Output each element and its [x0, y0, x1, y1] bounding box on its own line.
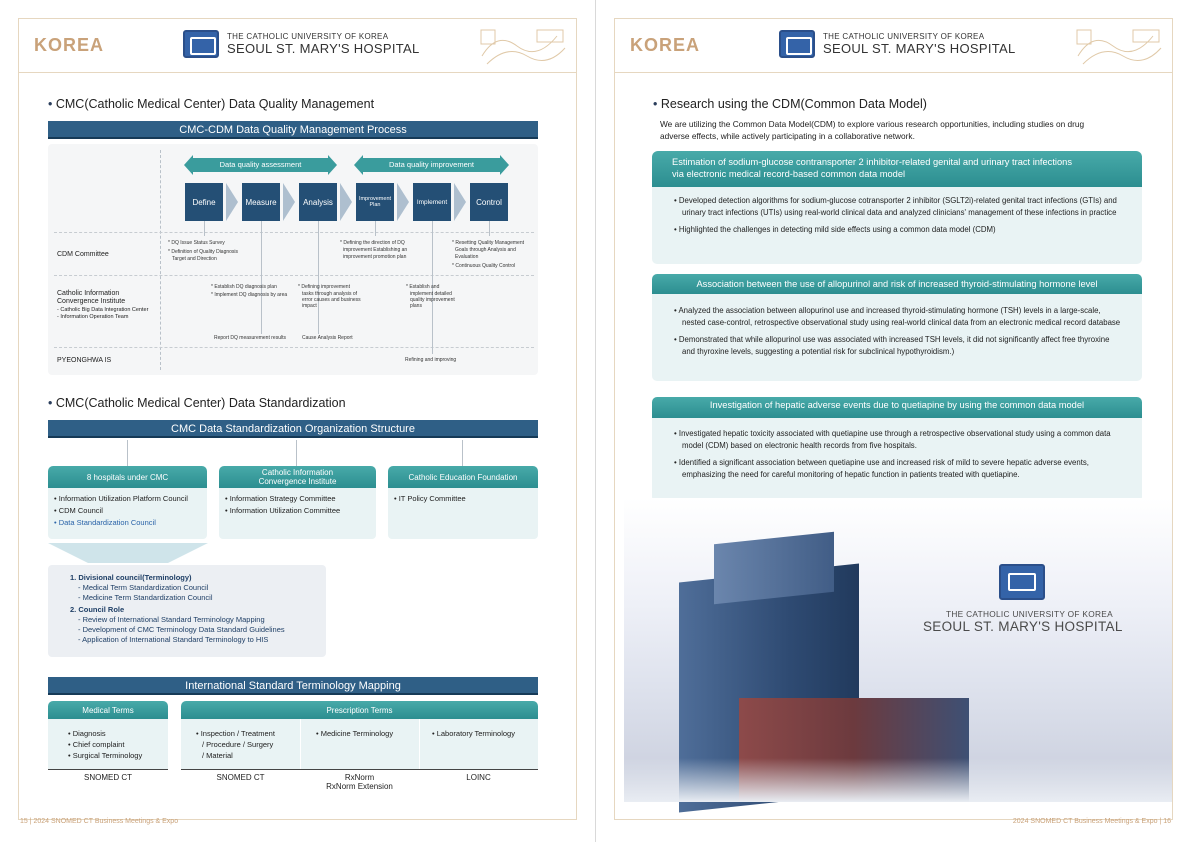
list-item: • Identified a significant association between quetiapine use and increased risk of mild to severe hepatic adverse events, emphasizing the need for careful monitoring of hepatic function in patients treated with quetiapine.: [674, 457, 1124, 481]
connector-line: [489, 221, 490, 236]
medicine-terms: • Medicine Terminology: [316, 729, 394, 738]
note-text: * Defining the direction of DQ: [340, 240, 405, 246]
council-item: - Medical Term Standardization Council: [78, 583, 209, 592]
intro-text: [660, 118, 1084, 142]
photo-hospital-small: THE CATHOLIC UNIVERSITY OF KOREA: [946, 609, 1113, 619]
box2-body: [652, 294, 1142, 381]
row-label-cdm: CDM Committee: [57, 251, 109, 258]
hospital-name-small: THE CATHOLIC UNIVERSITY OF KOREA: [823, 32, 985, 41]
photo-hospital-big: SEOUL ST. MARY'S HOSPITAL: [923, 619, 1123, 634]
box1-body: [652, 187, 1142, 264]
hospital-emblem-icon: [999, 564, 1045, 600]
result-label: Cause Analysis Report: [302, 335, 353, 341]
list-item: • Investigated hepatic toxicity associated with quetiapine use through a retrospective observational study using a common data model (CDM) based on electronic health records from five hospitals.: [674, 428, 1124, 452]
list-item-highlight: • Data Standardization Council: [54, 517, 201, 529]
connector-line: [127, 440, 128, 466]
hospital-photo: [624, 498, 1172, 802]
decorative-pattern-icon: [1073, 26, 1163, 68]
org-col2-title: [219, 466, 376, 488]
note-text: * Continuous Quality Control: [452, 263, 516, 269]
list-item: • Surgical Terminology: [68, 750, 142, 761]
council-item: - Application of International Standard Terminology to HIS: [78, 635, 269, 644]
prescription-terms-header: Prescription Terms: [181, 701, 538, 719]
row-divider: [54, 232, 534, 233]
term-line: / Procedure / Surgery: [202, 740, 274, 749]
standard-label: SNOMED CT: [216, 773, 265, 782]
section-title-standardization: • CMC(Catholic Medical Center) Data Standardization: [48, 396, 346, 410]
underline: [181, 769, 538, 770]
assessment-arrow: Data quality assessment: [193, 158, 328, 172]
hospital-name-big: SEOUL ST. MARY'S HOSPITAL: [823, 41, 1016, 56]
step-define: Define: [185, 183, 223, 221]
korea-label: KOREA: [34, 35, 105, 55]
note-text: Evaluation: [455, 254, 479, 260]
laboratory-terms: • Laboratory Terminology: [432, 729, 515, 738]
column-divider: [419, 719, 420, 769]
council-item: - Medicine Term Standardization Council: [78, 593, 213, 602]
list-item: • Information Utilization Platform Council: [54, 493, 201, 505]
procedure-terms: [196, 728, 275, 761]
note-text: * DQ Issue Status Survey: [168, 240, 225, 246]
box2-title: Association between the use of allopurinol and risk of increased thyroid-stimulating hormone level: [652, 274, 1142, 294]
page-header: [18, 18, 577, 73]
result-label: Refining and improving: [405, 357, 457, 363]
list-item: • IT Policy Committee: [394, 493, 532, 505]
medical-terms-header: Medical Terms: [48, 701, 168, 719]
note-text: improvement promotion plan: [343, 254, 407, 260]
standard-label: LOINC: [466, 773, 491, 782]
row-label-pyeonghwa: PYEONGHWA IS: [57, 357, 112, 364]
hospital-name-big: SEOUL ST. MARY'S HOSPITAL: [227, 41, 420, 56]
council-heading-1: 1. Divisional council(Terminology): [70, 573, 192, 582]
list-item: • Information Utilization Committee: [225, 505, 370, 517]
connector-line: [318, 221, 319, 334]
row-divider: [54, 275, 534, 276]
chevron-right-icon: [454, 183, 466, 221]
list-item: • Demonstrated that while allopurinol use was associated with increased TSH levels, it did not significantly affect free thyroxine and thyroxine levels, suggesting a potential risk for subclinical hypothyroidism.): [674, 334, 1124, 358]
step-control: Control: [470, 183, 508, 221]
box3-body: [652, 418, 1142, 502]
council-item: - Review of International Standard Terminology Mapping: [78, 615, 265, 624]
org-col1-title: 8 hospitals under CMC: [48, 466, 207, 488]
org-col1-box: [48, 488, 207, 539]
column-divider: [300, 719, 301, 769]
list-item: • Developed detection algorithms for sodium-glucose cotransporter 2 inhibitor (SGLT2i)-related genital tract infections (GTIs) and urinary tract infections (UTIs) using real-world clinical data and analyzed clinicians' management of these infections in practice: [674, 195, 1124, 219]
chevron-right-icon: [283, 183, 295, 221]
org-title-bar: CMC Data Standardization Organization Structure: [48, 420, 538, 438]
connector-line: [375, 221, 376, 236]
box3-title: Investigation of hepatic adverse events due to quetiapine by using the common data model: [652, 397, 1142, 418]
left-page: [0, 0, 595, 842]
connector-line: [204, 221, 205, 236]
note-text: * Implement DQ diagnosis by area: [211, 292, 288, 298]
chevron-right-icon: [397, 183, 409, 221]
section-title-data-quality: • CMC(Catholic Medical Center) Data Quality Management: [48, 97, 374, 111]
list-item: • Analyzed the association between allopurinol use and increased thyroid-stimulating hormone (TSH) levels in a large-scale, nested case-control, retrospective observational study using real-world clinical data from an electronic medical record database: [674, 305, 1124, 329]
council-box: [48, 565, 326, 657]
note-text: tasks through analysis of: [302, 291, 358, 297]
note-text: implement detailed: [410, 291, 452, 297]
arrow-down-icon: [48, 543, 208, 565]
box1-title: [652, 151, 1142, 187]
note-text: impact: [302, 303, 317, 309]
process-title-bar: CMC-CDM Data Quality Management Process: [48, 121, 538, 139]
step-measure: Measure: [242, 183, 280, 221]
note-text: plans: [410, 303, 422, 309]
underline: [48, 769, 168, 770]
note-text: * Resetting Quality Management: [452, 240, 524, 246]
building-top-image: [714, 532, 834, 605]
box1-title-line: Estimation of sodium-glucose contransporter 2 inhibitor-related genital and urinary tract infections: [672, 157, 1072, 167]
row-sublabel-2: - Information Operation Team: [57, 314, 129, 320]
row-label-cic-2: Convergence Institute: [57, 298, 126, 305]
note-text: * Definition of Quality Diagnosis: [168, 249, 239, 255]
intro-line: We are utilizing the Common Data Model(CDM) to explore various research opportunities, including studies on drug: [660, 119, 1085, 129]
hospital-logo-icon: [183, 30, 219, 58]
hospital-logo-group: [779, 30, 1016, 58]
box1-title-line: via electronic medical record-based common data model: [672, 169, 906, 179]
step-analysis: Analysis: [299, 183, 337, 221]
row-divider: [54, 347, 534, 348]
standard-label: RxNorm: [344, 773, 375, 782]
note-text: error causes and business: [302, 297, 361, 303]
connector-line: [296, 440, 297, 466]
page-footer: 2024 SNOMED CT Business Meetings & Expo | 16: [1012, 818, 1171, 825]
note-text: improvement Establishing an: [343, 247, 408, 253]
page-header: [614, 18, 1173, 73]
korea-label: KOREA: [630, 35, 701, 55]
step-implement: Implement: [413, 183, 451, 221]
intro-line: adverse effects, while actively participating in a collaborative network.: [660, 131, 915, 141]
section-title-cdm-research: • Research using the CDM(Common Data Model): [653, 97, 927, 111]
mapping-title-bar: International Standard Terminology Mapping: [48, 677, 538, 695]
list-item: • Diagnosis: [68, 728, 142, 739]
hospital-logo-group: [183, 30, 420, 58]
list-item: • Information Strategy Committee: [225, 493, 370, 505]
note-text: * Establish DQ diagnosis plan: [211, 284, 277, 290]
note-text: * Establish and: [406, 284, 440, 290]
standard-label: SNOMED CT: [84, 773, 132, 782]
term-line: / Material: [202, 751, 233, 760]
connector-line: [261, 221, 262, 334]
council-heading-2: 2. Council Role: [70, 605, 125, 614]
page-footer: 15 | 2024 SNOMED CT Business Meetings & Expo: [20, 818, 179, 825]
decorative-pattern-icon: [477, 26, 567, 68]
org-col3-box: [388, 488, 538, 539]
council-item: - Development of CMC Terminology Data Standard Guidelines: [78, 625, 285, 634]
term-line: • Inspection / Treatment: [196, 729, 275, 738]
connector-line: [462, 440, 463, 466]
hospital-logo-icon: [779, 30, 815, 58]
list-item: • CDM Council: [54, 505, 201, 517]
org-col2-title-2: Convergence Institute: [258, 477, 337, 486]
chevron-right-icon: [226, 183, 238, 221]
divider-vertical: [160, 150, 161, 370]
standard-label: RxNorm Extension: [326, 782, 393, 791]
list-item: • Highlighted the challenges in detecting mild side effects using a common data model (CDM): [674, 224, 1124, 236]
improvement-arrow: Data quality improvement: [363, 158, 500, 172]
note-text: Goals through Analysis and: [455, 247, 516, 253]
photo-fade: [624, 758, 1172, 802]
step-improvement-plan: Improvement Plan: [356, 183, 394, 221]
list-item: • Chief complaint: [68, 739, 142, 750]
note-text: quality improvement: [410, 297, 455, 303]
result-label: Report DQ measurement results: [214, 335, 286, 341]
note-text: * Defining improvement: [298, 284, 350, 290]
chevron-right-icon: [340, 183, 352, 221]
org-col3-title: Catholic Education Foundation: [388, 466, 538, 488]
note-text: Target and Direction: [172, 256, 217, 262]
row-sublabel-1: - Catholic Big Data Integration Center: [57, 307, 149, 313]
row-label-cic-1: Catholic Information: [57, 290, 120, 297]
org-col2-box: [219, 488, 376, 539]
org-col2-title-1: Catholic Information: [261, 468, 334, 477]
hospital-name-small: THE CATHOLIC UNIVERSITY OF KOREA: [227, 32, 389, 41]
medical-terms-list: [68, 728, 142, 761]
